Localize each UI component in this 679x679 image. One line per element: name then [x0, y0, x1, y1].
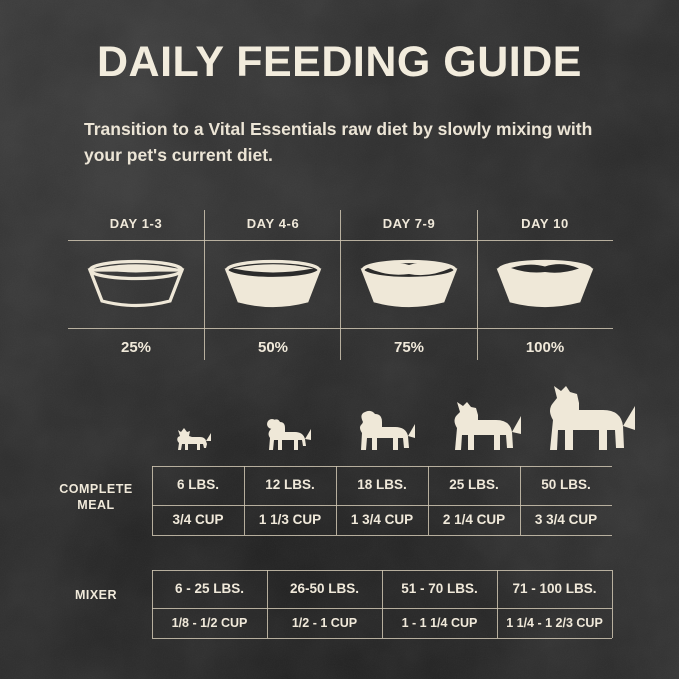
mixer-label: MIXER: [74, 588, 118, 602]
complete-meal-weight: 50 LBS.: [541, 477, 591, 492]
complete-meal-weight: 18 LBS.: [357, 477, 407, 492]
mixer-weight: 51 - 70 LBS.: [401, 581, 478, 596]
transition-percent: 50%: [257, 339, 289, 356]
complete-meal-amount: 1 3/4 CUP: [350, 512, 414, 527]
mixer-amount: 1/2 - 1 CUP: [291, 616, 358, 630]
transition-day-label: DAY 4-6: [246, 216, 300, 231]
complete-meal-amount: 3 3/4 CUP: [534, 512, 598, 527]
complete-meal-weight: 25 LBS.: [449, 477, 499, 492]
transition-percent: 25%: [120, 339, 152, 356]
page-subtitle: Transition to a Vital Essentials raw diet by slowly mixing with your pet's current diet.: [84, 119, 593, 165]
mixer-bottom-rule: [152, 638, 612, 639]
transition-percent: 100%: [525, 339, 565, 356]
transition-day-label: DAY 10: [521, 216, 569, 231]
page-title: DAILY FEEDING GUIDE: [97, 38, 582, 86]
transition-day-label: DAY 7-9: [382, 216, 436, 231]
transition-percent: 75%: [393, 339, 425, 356]
mixer-weight: 6 - 25 LBS.: [174, 581, 245, 596]
complete-meal-amount: 1 1/3 CUP: [258, 512, 322, 527]
transition-day-label: DAY 1-3: [109, 216, 163, 231]
mixer-amount: 1 - 1 1/4 CUP: [401, 616, 478, 630]
complete-meal-amount: 2 1/4 CUP: [442, 512, 506, 527]
complete-meal-label: COMPLETE MEAL: [59, 482, 133, 512]
complete-meal-weight: 12 LBS.: [265, 477, 315, 492]
complete-meal-weight: 6 LBS.: [176, 477, 219, 492]
mixer-amount: 1 1/4 - 1 2/3 CUP: [506, 616, 603, 630]
mixer-divider-4: [612, 570, 613, 638]
mixer-weight: 26-50 LBS.: [289, 581, 360, 596]
complete-meal-amount: 3/4 CUP: [172, 512, 224, 527]
mixer-weight: 71 - 100 LBS.: [512, 581, 597, 596]
mixer-amount: 1/8 - 1/2 CUP: [171, 616, 248, 630]
